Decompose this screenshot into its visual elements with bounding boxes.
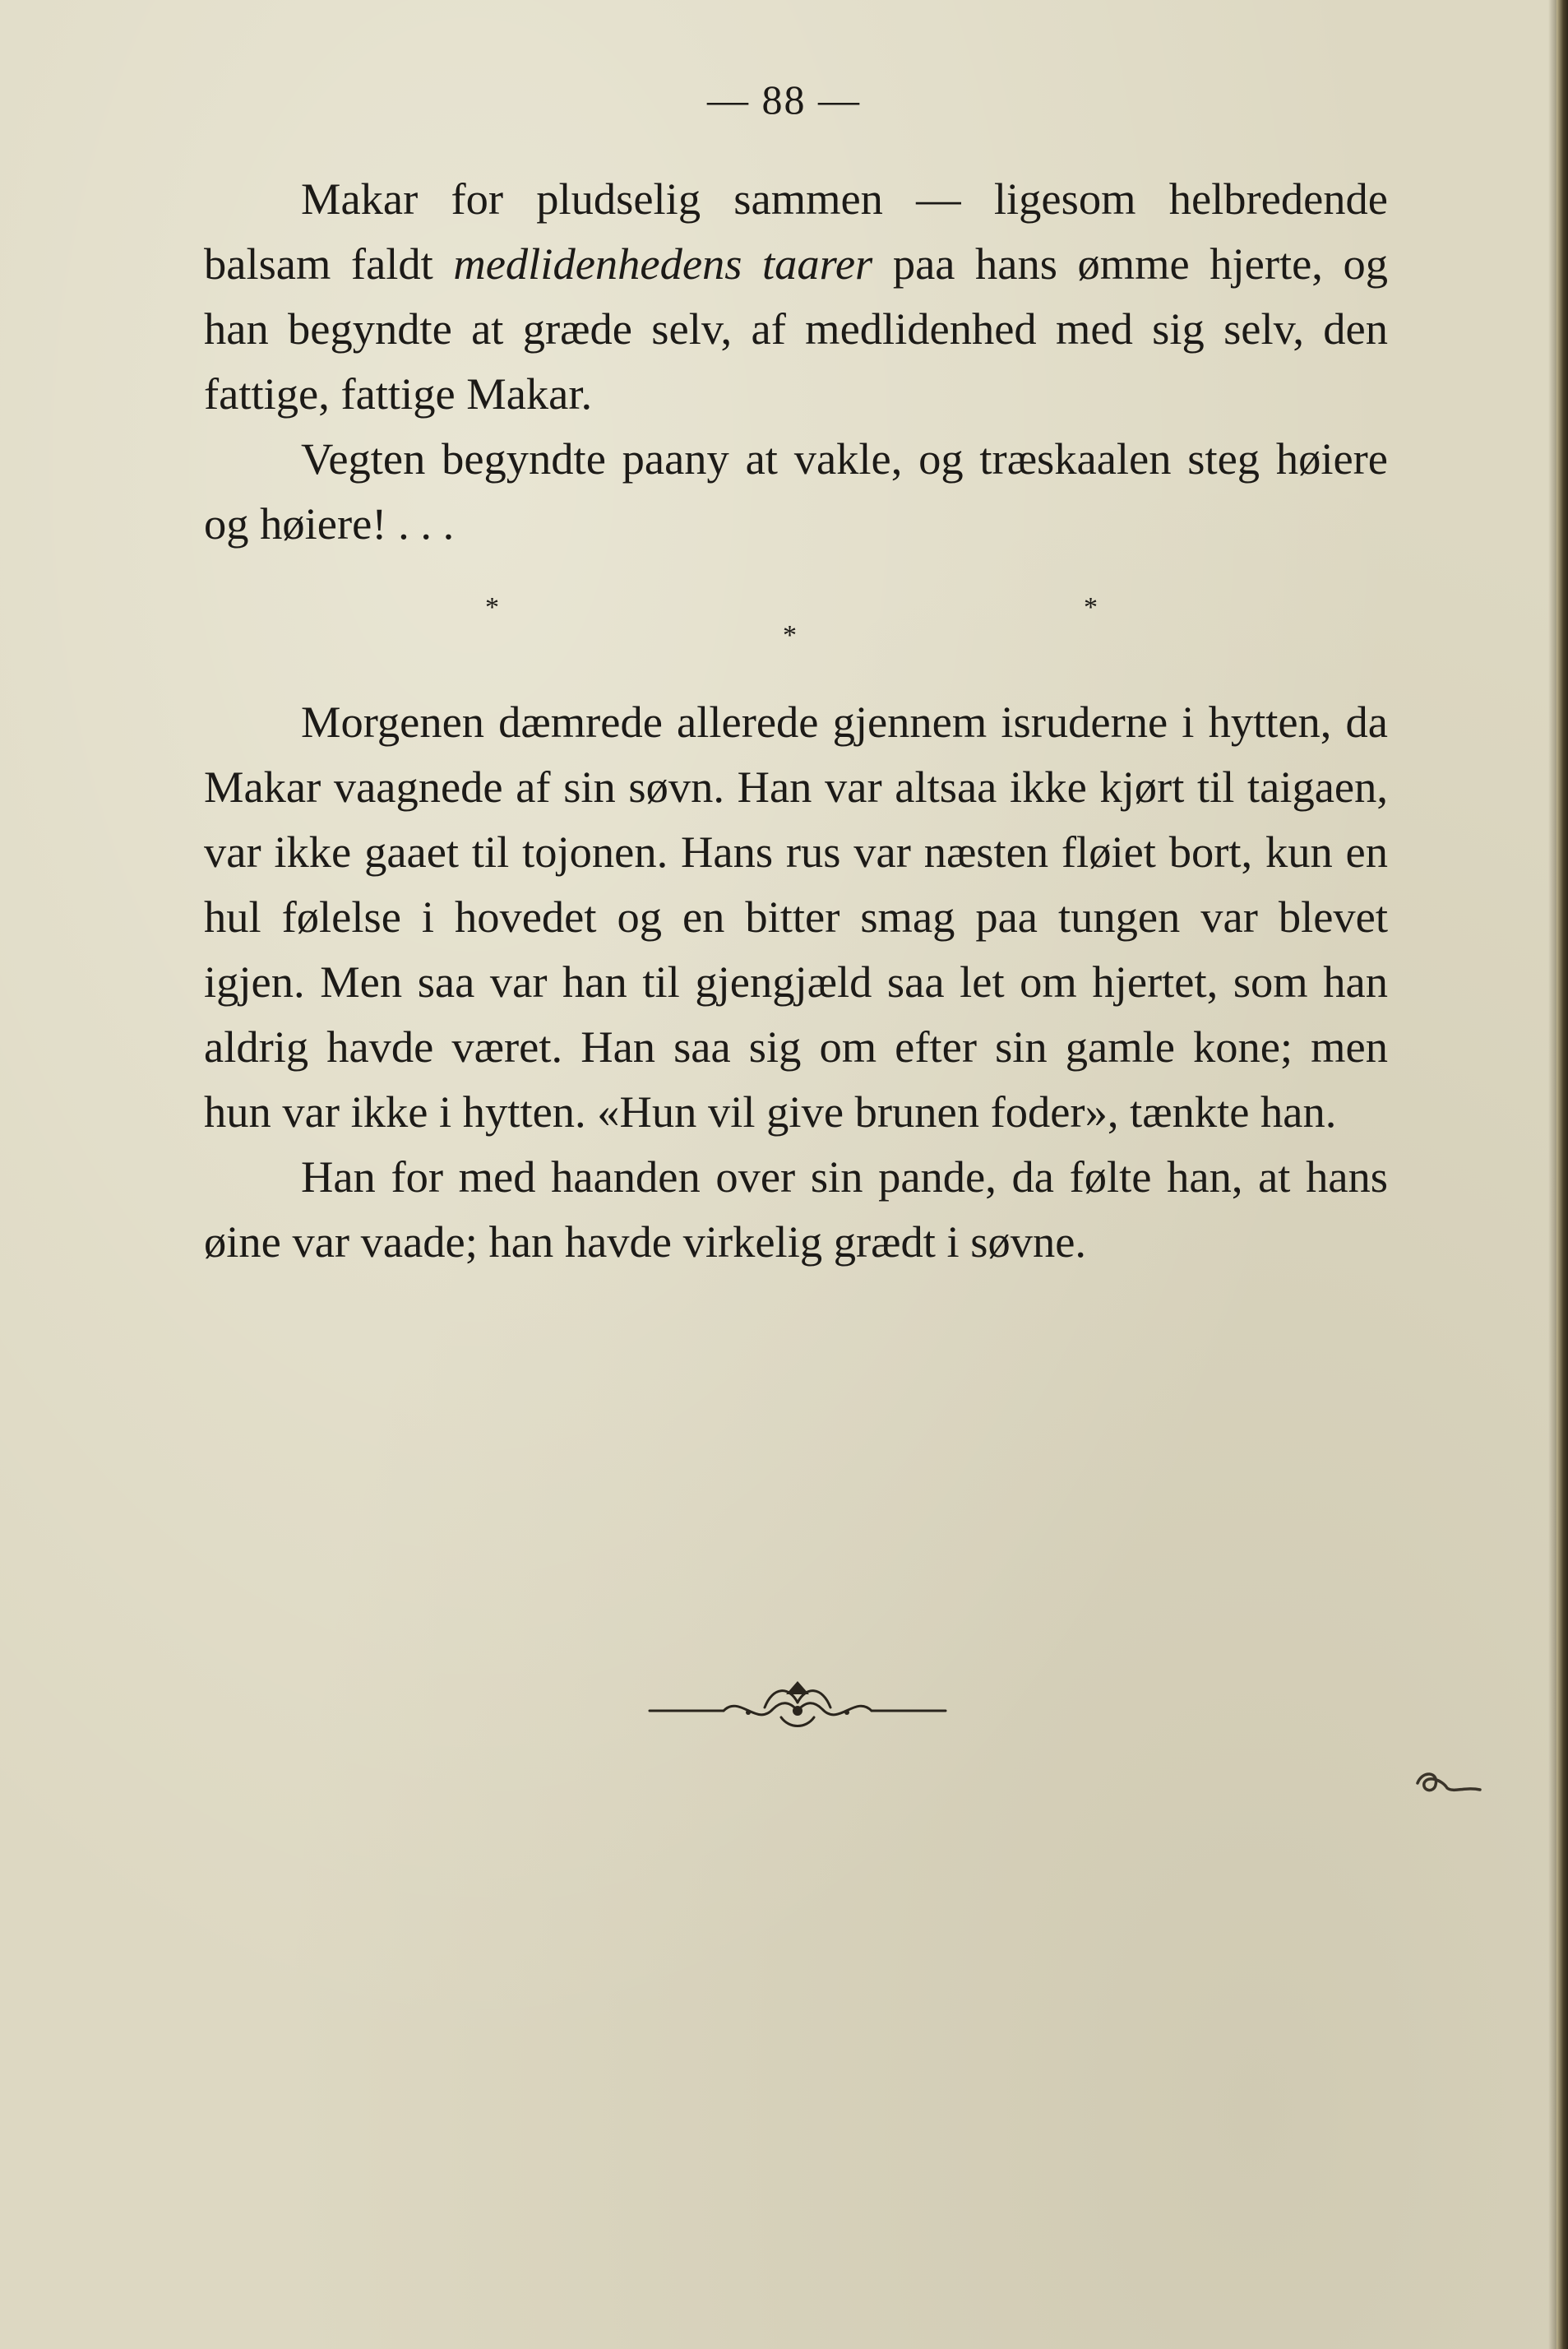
page-gutter-shadow	[1548, 0, 1556, 2349]
asterisk-left: *	[485, 592, 499, 623]
paragraph-text: Makar for pludselig sammen — ligesom helbredende balsam faldt	[204, 174, 1388, 289]
asterisk-middle: *	[783, 620, 797, 651]
paragraph	[204, 426, 1388, 556]
text-block-top	[204, 166, 1388, 556]
paragraph-text: Morgenen dæmrede allerede gjennem isruderne i hytten, da Makar vaagnede af sin søvn. Han var altsaa ikke kjørt til taigaen, var ikke gaaet til tojonen. Hans rus var næsten fløiet bort, kun en hul følelse i hovedet og en bitter smag paa tungen var blevet igjen. Men saa var han til gjengjæld saa let om hjertet, som han aldrig havde været. Han saa sig om efter sin gamle kone; men hun var ikke i hytten. «Hun vil give brunen foder», tænkte han.	[204, 697, 1388, 1137]
section-separator	[0, 586, 1568, 651]
asterisk-right: *	[1084, 592, 1098, 623]
pencil-mark-icon	[1411, 1760, 1485, 1801]
paragraph-text: Han for med haanden over sin pande, da følte han, at hans øine var vaade; han havde virkelig grædt i søvne.	[204, 1151, 1388, 1267]
paragraph	[204, 1144, 1388, 1274]
page-edge	[1556, 0, 1568, 2349]
page-number: — 88 —	[707, 76, 861, 123]
paragraph-italic-text: medlidenhedens taarer	[453, 239, 873, 289]
paragraph-text: paa hans ømme hjerte, og han begyndte at græde selv, af medlidenhed med sig selv, den fattige, fattige Makar.	[204, 239, 1388, 419]
paragraph-text: Vegten begyndte paany at vakle, og træskaalen steg høiere og høiere! . . .	[204, 433, 1388, 549]
text-block-bottom	[204, 689, 1388, 1274]
end-ornament-icon	[641, 1678, 954, 1735]
paragraph	[204, 166, 1388, 426]
paragraph	[204, 689, 1388, 1144]
